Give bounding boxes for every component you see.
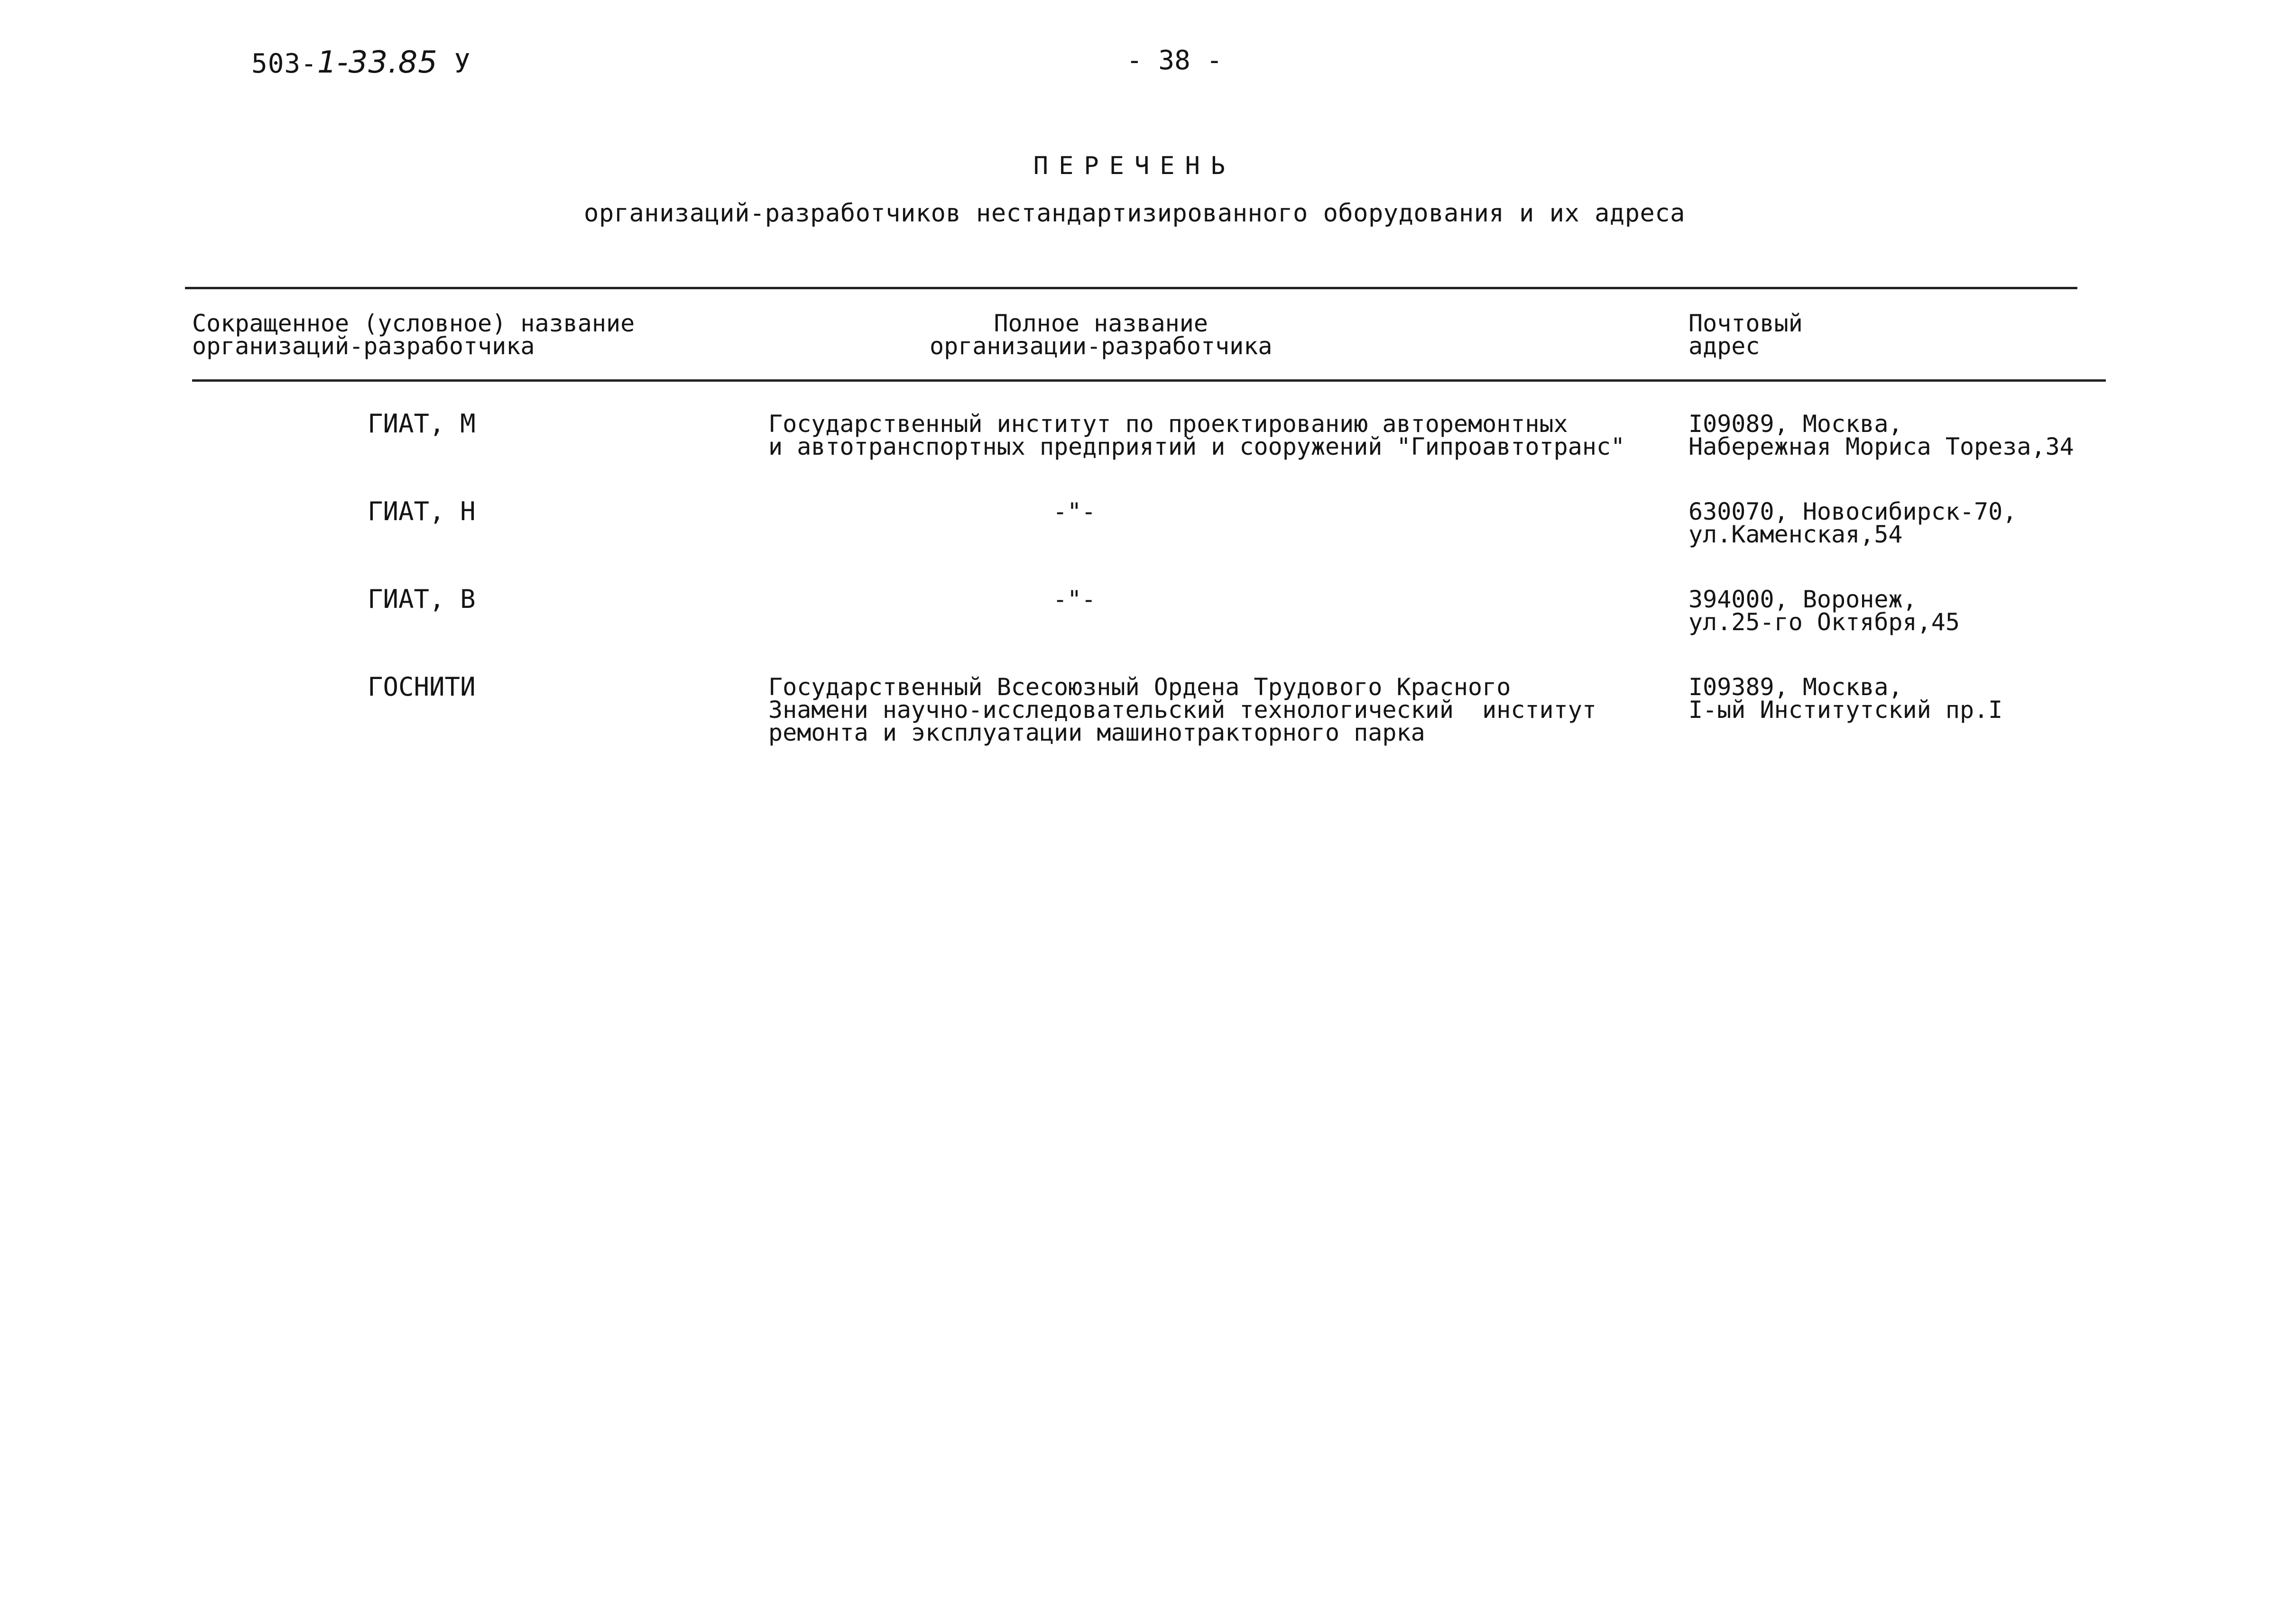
header-addr-line2: адрес [1688, 332, 1760, 360]
header-full-name [930, 312, 1272, 358]
row-2-addr-line2: ул.Каменская,54 [1688, 521, 1903, 548]
document-code-prefix: 503- [251, 48, 317, 79]
header-abbr-name [192, 312, 635, 358]
header-full-line2: организации-разработчика [930, 332, 1273, 360]
row-3-full-name-ditto: -"- [1053, 586, 1096, 613]
row-3-abbr: ГИАТ, В [368, 584, 476, 614]
row-2-address [1688, 500, 2017, 546]
row-1-abbr: ГИАТ, М [368, 409, 476, 439]
row-1-address [1688, 410, 2074, 460]
header-full-line1: Полное название [994, 310, 1208, 337]
row-4-full-line2: Знамени научно-исследовательский технологический институт [768, 696, 1596, 724]
row-1-addr-line1: I09089, Москва, [1688, 410, 1903, 438]
row-4-full-line1: Государственный Всесоюзный Ордена Трудового Красного [768, 673, 1511, 701]
row-3-addr-line2: ул.25-го Октября,45 [1688, 608, 1960, 636]
document-code [251, 45, 470, 80]
header-addr-line1: Почтовый [1688, 310, 1803, 337]
row-2-abbr: ГИАТ, Н [368, 496, 476, 526]
row-3-addr-line1: 394000, Воронеж, [1688, 586, 1917, 613]
document-code-handwritten: 1-33.85 [317, 45, 438, 80]
row-4-full-line3: ремонта и эксплуатации машинотракторного парка [768, 719, 1425, 746]
row-1-addr-line2: Набережная Мориса Тореза,34 [1688, 433, 2074, 460]
page-number: - 38 - [1126, 45, 1223, 76]
row-4-address [1688, 673, 2003, 724]
row-3-address [1688, 586, 1960, 636]
document-code-suffix: У [454, 48, 471, 79]
row-2-full-name-ditto: -"- [1053, 498, 1096, 525]
document-subtitle: организаций-разработчиков нестандартизированного оборудования и их адреса [584, 199, 1685, 228]
row-4-addr-line2: I-ый Институтский пр.I [1688, 696, 2003, 724]
header-abbr-line2: организаций-разработчика [192, 332, 535, 360]
row-2-addr-line1: 630070, Новосибирск-70, [1688, 498, 2017, 525]
header-postal-address [1688, 312, 1803, 358]
row-4-full-name [768, 673, 1596, 746]
row-4-addr-line1: I09389, Москва, [1688, 673, 1903, 701]
document-title: ПЕРЕЧЕНЬ [1033, 152, 1236, 180]
row-1-full-line1: Государственный институт по проектированию авторемонтных [768, 410, 1568, 438]
row-1-full-line2: и автотранспортных предприятий и сооружений "Гипроавтотранс" [768, 433, 1625, 460]
row-1-full-name [768, 410, 1625, 460]
table-top-rule [185, 287, 2077, 289]
table-header-rule [192, 379, 2106, 382]
header-abbr-line1: Сокращенное (условное) название [192, 310, 635, 337]
row-4-abbr: ГОСНИТИ [368, 672, 476, 702]
